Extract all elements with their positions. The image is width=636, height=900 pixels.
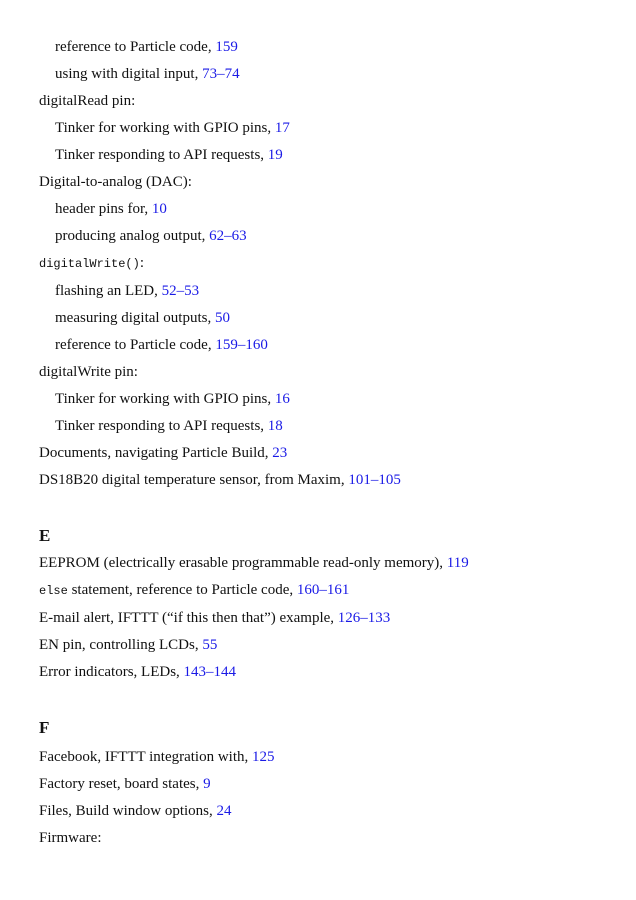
- index-heading-entry: [39, 173, 192, 191]
- page-reference-link[interactable]: 19: [267, 147, 283, 163]
- entry-text: digitalWrite pin:: [39, 364, 138, 380]
- entry-text: EEPROM (electrically erasable programmable read-only memory),: [39, 555, 447, 571]
- page-reference-link[interactable]: 119: [446, 555, 469, 571]
- page-reference-link[interactable]: 73–74: [202, 66, 240, 82]
- index-entry: [55, 227, 247, 245]
- index-entry: [55, 282, 199, 300]
- page-reference-link[interactable]: 125: [252, 749, 275, 765]
- entry-text: header pins for,: [55, 201, 152, 217]
- entry-text: Tinker responding to API requests,: [55, 418, 268, 434]
- index-heading-entry: [39, 829, 101, 847]
- entry-text: statement, reference to Particle code,: [67, 582, 297, 598]
- index-entry: [39, 471, 401, 489]
- index-heading-entry: [39, 254, 144, 273]
- entry-text: digitalRead pin:: [39, 93, 136, 109]
- entry-text: measuring digital outputs,: [55, 310, 215, 326]
- index-entry: [39, 636, 217, 654]
- entry-text: E-mail alert, IFTTT (“if this then that”) example,: [39, 610, 338, 626]
- entry-text: flashing an LED,: [55, 283, 162, 299]
- entry-text: Files, Build window options,: [39, 803, 217, 819]
- page-reference-link[interactable]: 17: [274, 120, 290, 136]
- entry-text: Facebook, IFTTT integration with,: [39, 749, 253, 765]
- page-reference-link[interactable]: 160–161: [296, 582, 350, 598]
- entry-text: using with digital input,: [55, 66, 203, 82]
- page-reference-link[interactable]: 62–63: [209, 228, 247, 244]
- page-reference-link[interactable]: 159: [215, 39, 238, 55]
- entry-text: reference to Particle code,: [55, 39, 216, 55]
- index-entry: [39, 609, 390, 627]
- index-entry: [55, 119, 290, 137]
- page-reference-link[interactable]: 50: [214, 310, 230, 326]
- index-entry: [55, 309, 230, 327]
- page-reference-link[interactable]: 159–160: [215, 337, 268, 353]
- index-entry: [39, 554, 469, 572]
- index-entry: [55, 200, 167, 218]
- index-entry: [55, 336, 268, 354]
- page-reference-link[interactable]: 55: [202, 637, 218, 653]
- index-entry: [55, 390, 290, 408]
- index-entry: [39, 663, 236, 681]
- entry-text: Tinker for working with GPIO pins,: [55, 391, 275, 407]
- index-entry: [55, 38, 238, 56]
- entry-text: :: [139, 255, 144, 271]
- index-entry: [55, 65, 240, 83]
- entry-text: Digital-to-analog (DAC):: [39, 174, 192, 190]
- page-reference-link[interactable]: 126–133: [337, 610, 391, 626]
- index-entry: [39, 802, 232, 820]
- index-heading-entry: [39, 363, 138, 381]
- index-entry: [39, 444, 287, 462]
- entry-text: Factory reset, board states,: [39, 776, 204, 792]
- page-reference-link[interactable]: 23: [272, 445, 288, 461]
- entry-text: Documents, navigating Particle Build,: [39, 445, 273, 461]
- index-entry: [39, 748, 275, 766]
- entry-text: DS18B20 digital temperature sensor, from Maxim,: [39, 472, 349, 488]
- index-entry: [39, 775, 211, 793]
- entry-text: Error indicators, LEDs,: [39, 664, 184, 680]
- entry-text: EN pin, controlling LCDs,: [39, 637, 203, 653]
- index-entry: [55, 146, 283, 164]
- page-reference-link[interactable]: 24: [216, 803, 232, 819]
- entry-text: Firmware:: [39, 830, 102, 846]
- index-entry: [55, 417, 283, 435]
- section-letter-f: F: [39, 718, 50, 737]
- page-reference-link[interactable]: 16: [274, 391, 290, 407]
- index-heading-entry: [39, 92, 135, 110]
- page-reference-link[interactable]: 10: [151, 201, 167, 217]
- page-reference-link[interactable]: 52–53: [161, 283, 200, 299]
- page-reference-link[interactable]: 9: [203, 776, 211, 792]
- entry-text: Tinker for working with GPIO pins,: [55, 120, 275, 136]
- section-letter-e: E: [39, 526, 51, 545]
- code-term: else: [39, 584, 68, 598]
- page-reference-link[interactable]: 101–105: [348, 472, 401, 488]
- page-reference-link[interactable]: 18: [267, 418, 283, 434]
- entry-text: Tinker responding to API requests,: [55, 147, 268, 163]
- index-entry: [39, 581, 349, 600]
- code-term: digitalWrite(): [39, 257, 140, 271]
- entry-text: producing analog output,: [55, 228, 210, 244]
- entry-text: reference to Particle code,: [55, 337, 216, 353]
- page-reference-link[interactable]: 143–144: [183, 664, 237, 680]
